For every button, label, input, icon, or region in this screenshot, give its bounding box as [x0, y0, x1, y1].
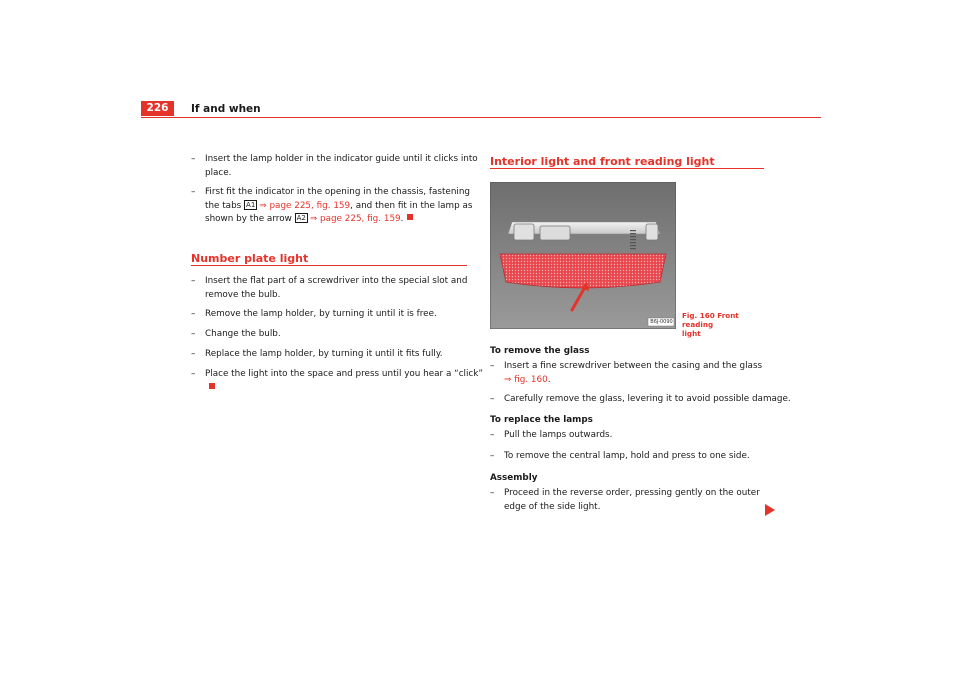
list-item	[191, 368, 490, 395]
list-item	[490, 393, 794, 407]
list-dash: –	[191, 187, 196, 197]
list-dash: –	[191, 154, 196, 164]
list-dash: –	[191, 369, 196, 379]
reading-light-illustration	[490, 182, 676, 329]
figure-front-reading-light	[490, 182, 676, 329]
list-item-text: Proceed in the reverse order, pressing gently on the outer edge of the side light.	[504, 488, 760, 512]
list-item	[490, 487, 782, 514]
list-item	[191, 275, 483, 302]
list-item-text: , and then fit in the lamp as shown by the arrow	[205, 200, 473, 224]
page-reference-link[interactable]: ⇒ page 225, fig. 159	[259, 200, 351, 211]
list-item-text: To remove the central lamp, hold and press to one side.	[504, 451, 750, 461]
callout-badge: A2	[296, 214, 306, 222]
header-divider	[141, 117, 821, 118]
subheading: To remove the glass	[490, 346, 590, 356]
list-item-text: Insert a fine screwdriver between the casing and the glass	[504, 361, 763, 371]
list-item-text: Remove the lamp holder, by turning it until it is free.	[205, 309, 437, 319]
list-item-text: Change the bulb.	[205, 329, 281, 339]
list-item	[191, 348, 483, 362]
section-heading: Interior light and front reading light	[490, 155, 715, 168]
section-divider	[490, 168, 764, 169]
list-item	[191, 153, 483, 180]
list-dash: –	[490, 451, 495, 461]
section-divider	[191, 265, 467, 266]
list-item	[490, 429, 784, 443]
section-end-icon	[407, 214, 413, 220]
list-item-text: First fit the indicator in the opening in the chassis, fastening the tabs	[205, 187, 470, 211]
list-item	[191, 328, 483, 342]
section-heading: Number plate light	[191, 252, 309, 265]
list-dash: –	[191, 349, 196, 359]
subheading: To replace the lamps	[490, 415, 593, 425]
figure-code: B6J-0090	[650, 319, 673, 325]
list-item	[191, 308, 483, 322]
header-title: If and when	[191, 103, 261, 115]
figure-reference-link[interactable]: ⇒ fig. 160	[504, 374, 548, 385]
list-item-text: Replace the lamp holder, by turning it until it fits fully.	[205, 349, 443, 359]
list-item-text: Carefully remove the glass, levering it to avoid possible damage.	[504, 394, 791, 404]
list-dash: –	[490, 488, 495, 498]
figure-caption-line: Fig. 160 Front reading	[682, 311, 739, 329]
callout-badge: A1	[246, 200, 256, 209]
list-dash: –	[191, 329, 196, 339]
list-item-text: Insert the flat part of a screwdriver into the special slot and remove the bulb.	[205, 276, 468, 300]
list-item	[490, 360, 784, 387]
list-item-text: Pull the lamps outwards.	[504, 430, 613, 440]
list-item-text: .	[547, 374, 551, 385]
section-end-icon	[209, 383, 215, 389]
list-item	[191, 186, 483, 227]
list-dash: –	[490, 394, 495, 404]
page-number: 226	[141, 101, 174, 116]
list-item	[490, 450, 794, 464]
list-item-text: .	[400, 214, 404, 224]
list-dash: –	[191, 276, 196, 286]
list-dash: –	[191, 309, 196, 319]
subheading: Assembly	[490, 473, 538, 483]
figure-caption-line: light	[682, 329, 701, 338]
continue-arrow-icon	[765, 501, 775, 520]
list-item-text: Place the light into the space and press until you hear a “click”	[205, 369, 483, 379]
list-item-text: Insert the lamp holder in the indicator guide until it clicks into place.	[205, 154, 478, 178]
figure-caption	[682, 311, 772, 338]
page-reference-link[interactable]: ⇒ page 225, fig. 159	[309, 214, 401, 224]
list-dash: –	[490, 361, 495, 371]
list-dash: –	[490, 430, 495, 440]
